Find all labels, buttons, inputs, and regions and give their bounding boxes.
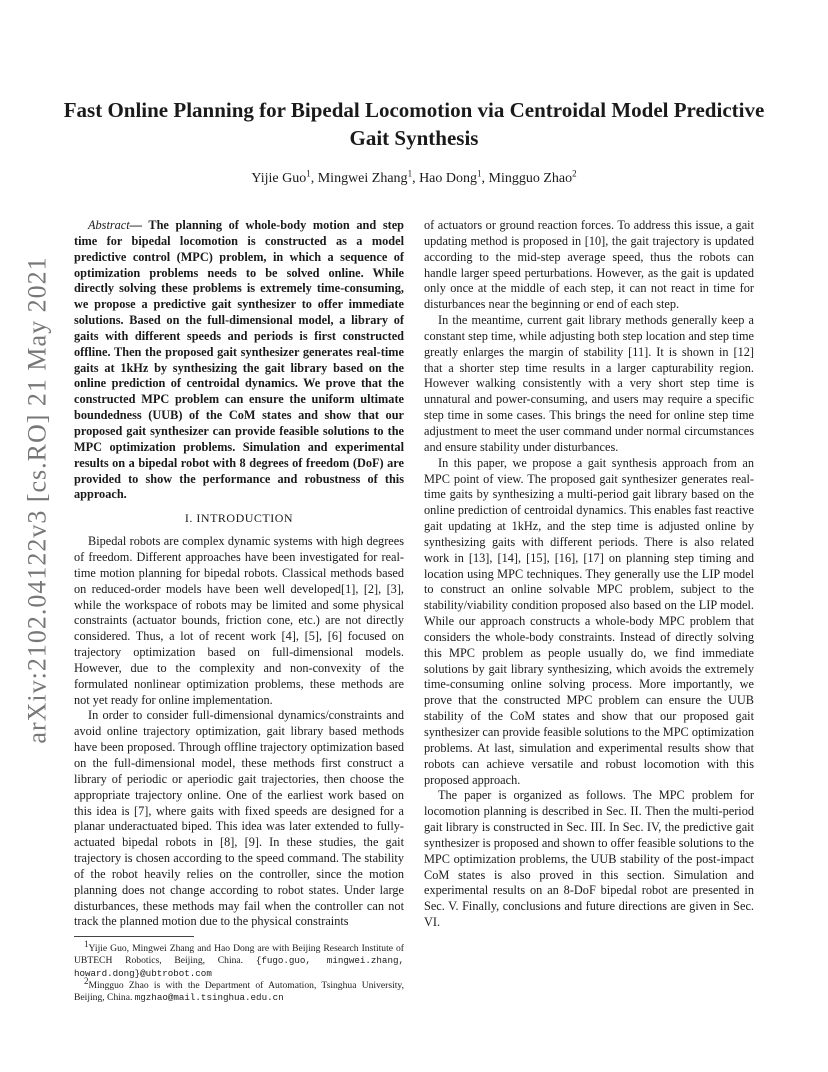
body-paragraph: In this paper, we propose a gait synthesis approach from an MPC point of view. The proposed gait synthesizer generates real-time gaits by synthesizing a multi-period gait library based on the online prediction of centroidal dynamics. This enables fast reactive gait updating at 1kHz, and the step time is adjusted online by synthesizing gaits with different periods. There is also related work in [13], [14], [15], [16], [17] on planning step timing and location using MPC techniques. They generally use the LIP model to construct an online solvable MPC problem, subject to the stability/viability condition proposed also based on the LIP model. While our approach constructs a whole-body MPC problem that considers the whole-body constraints. Instead of directly solving this MPC problem as people usually do, we find immediate solutions by gait library synthesizing, which avoids the extremely time-consuming online solving process. More importantly, we prove that the constructed MPC problem can ensure the UUB stability of the CoM states and show that our proposed gait synthesizer can provide feasible solutions to the MPC optimization problems. At last, simulation and experimental results show that robots can achieve versatile and robust locomotion with this proposed approach.: [424, 455, 754, 787]
body-paragraph: The paper is organized as follows. The MPC problem for locomotion planning is described in Sec. II. Then the multi-period gait library is constructed in Sec. III. In Sec. IV, the predictive gait synthesizer is proposed and shown to offer feasible solutions to the MPC optimization problems, the UUB stability of the post-impact CoM states is also proved in this section. Simulation and experimental results on an 8-DoF bipedal robot are presented in Sec. V. Finally, conclusions and future directions are given in Sec. VI.: [424, 788, 754, 930]
footnote-email[interactable]: mgzhao@mail.tsinghua.edu.cn: [134, 992, 284, 1004]
author-separator: ,: [310, 171, 318, 186]
right-column: [424, 218, 754, 931]
body-paragraph: of actuators or ground reaction forces. To address this issue, a gait updating method is proposed in [10], the gait trajectory is updated according to the mid-step average speed, thus the robots can handle larger speed perturbations. However, as the gait is updated only once at the middle of each step, it can not react in time for disturbances near the beginning or end of each step.: [424, 218, 754, 312]
abstract: [74, 218, 404, 503]
footnote-1: [74, 938, 404, 980]
abstract-text: — The planning of whole-body motion and step time for bipedal locomotion is constructed as a model predictive control (MPC) problem, in which a sequence of optimization problems needs to be solved online. While directly solving these problems is extremely time-consuming, we propose a predictive gait synthesizer to offer immediate solutions. Based on the full-dimensional model, a library of gaits with different speeds and periods is first constructed offline. Then the proposed gait synthesizer generates real-time gaits at 1kHz by synthesizing the gait library based on the online prediction of centroidal dynamics. We prove that the constructed MPC problem can ensure the uniform ultimate boundedness (UUB) of the CoM states and show that our proposed gait synthesizer can provide feasible solutions to the MPC optimization problems. Simulation and experimental results on a bipedal robot with 8 degrees of freedom (DoF) are provided to show the performance and robustness of this approach.: [74, 218, 404, 502]
author-name: Mingguo Zhao: [488, 171, 573, 186]
author-separator: ,: [412, 171, 420, 186]
footnote-email[interactable]: {fugo.guo, mingwei.zhang, howard.dong}@ubtrobot.com: [74, 955, 404, 979]
footnote-text: Mingguo Zhao is with the Department of Automation, Tsinghua University, Beijing, China.: [74, 979, 404, 1004]
left-column: [74, 218, 404, 930]
body-paragraph: In the meantime, current gait library methods generally keep a constant step time, while adjusting both step location and step time greatly enlarges the margin of stability [11]. It is shown in [12] that a shorter step time results in a larger capturability region. However walking consistently with a very short step time is unnatural and power-consuming, and users may require a specific step time in some cases. This brings the need for online step time adjustment to meet the user command under normal circumstances and ensure stability under disturbances.: [424, 313, 754, 454]
abstract-lead: Abstract: [88, 218, 130, 232]
author-separator: ,: [481, 171, 489, 186]
author-name: Mingwei Zhang: [317, 171, 408, 186]
author-list: [60, 170, 768, 188]
footnote-2: [74, 975, 404, 1005]
section-heading: I. INTRODUCTION: [184, 511, 294, 526]
affiliation-mark: 2: [572, 168, 577, 179]
affiliation-mark: 1: [477, 168, 482, 179]
footnotes: [74, 936, 404, 1004]
affiliation-mark: 1: [407, 168, 413, 179]
footnote-text: Yijie Guo, Mingwei Zhang and Hao Dong are with Beijing Research Institute of UBTECH Robotics, Beijing, China.: [74, 943, 404, 967]
arxiv-identifier: arXiv:2102.04122v3 [cs.RO] 21 May 2021: [23, 256, 52, 744]
body-paragraph: In order to consider full-dimensional dynamics/constraints and avoid online trajectory optimization, gait library based methods have been proposed. Through offline trajectory optimization based on the full-dimensional model, these methods first construct a library of periodic or aperiodic gait trajectories, then choose the appropriate trajectory online. One of the earliest work based on this idea is [7], where gaits with fixed speeds are designed for a planar underactuated biped. This idea was later extended to fully-actuated bipedal robots in [8], [9]. In these studies, the gait trajectory is chosen according to the speed command. The stability of the robot heavily relies on the controller, since the motion planning does not change according to robot states. Under large disturbances, these methods may fail when the controller can not track the planned motion due to the physical constraints: [74, 708, 404, 929]
affiliation-mark: 1: [306, 168, 311, 179]
footnote-rule: [74, 936, 194, 937]
arxiv-stamp: [8, 240, 68, 760]
paper-title: Fast Online Planning for Bipedal Locomotion via Centroidal Model Predictive Gait Synthesis: [63, 98, 765, 150]
author-name: Yijie Guo: [251, 171, 307, 186]
author-name: Hao Dong: [419, 171, 477, 186]
body-paragraph: Bipedal robots are complex dynamic systems with high degrees of freedom. Different approaches have been investigated for real-time motion planning for bipedal robots. Classical methods based on reduced-order models have been well developed[1], [2], [3], while the workspace of robots may be limited and some physical constraints (actuator bounds, friction cone, etc.) are not directly considered. Thus, a lot of recent work [4], [5], [6] focused on trajectory optimization based on full-dimensional models. However, due to the complexity and non-convexity of the formulated nonlinear optimization problems, these methods are not yet ready for online implementation.: [74, 534, 404, 707]
footnote-mark: 2: [84, 975, 89, 986]
footnote-mark: 1: [84, 938, 89, 949]
